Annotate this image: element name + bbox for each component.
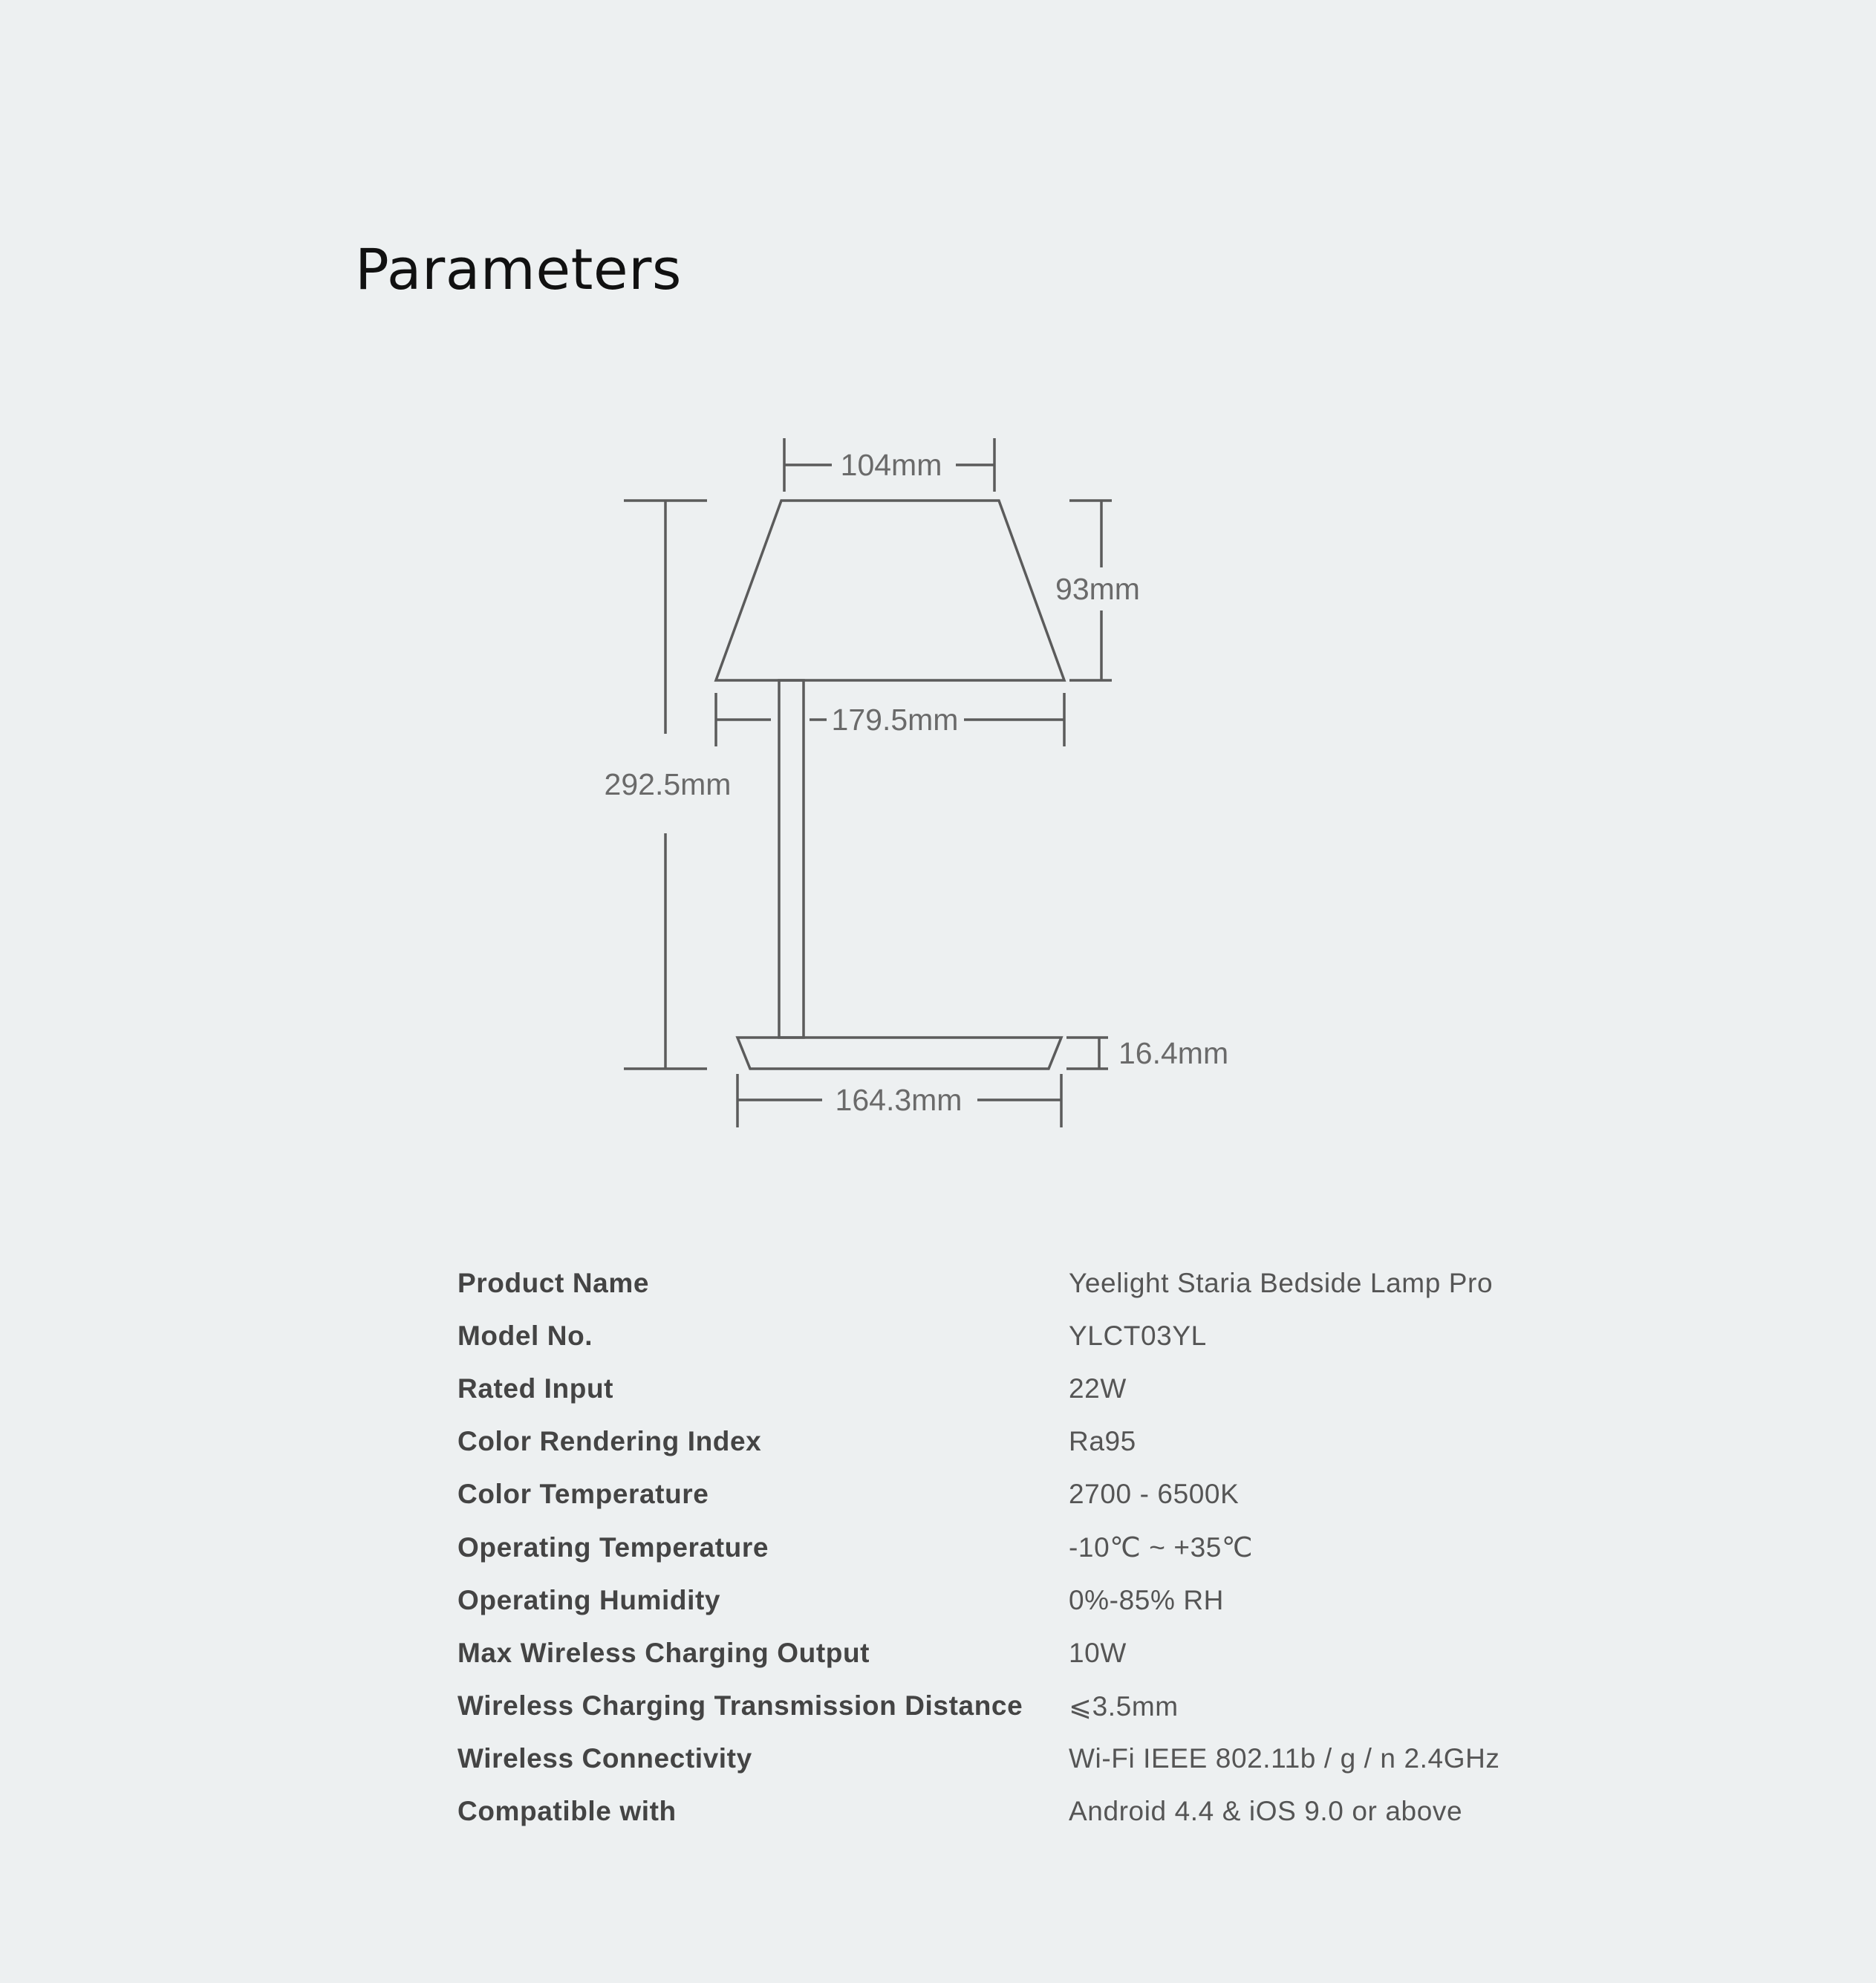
table-row [457,1733,1500,1785]
spec-value: 22W [1069,1373,1127,1404]
lamp-base-outline [737,1038,1061,1069]
spec-value: Android 4.4 & iOS 9.0 or above [1069,1796,1463,1827]
spec-label: Wireless Charging Transmission Distance [457,1690,1023,1722]
spec-label: Compatible with [457,1796,677,1827]
table-row [457,1468,1500,1521]
table-row [457,1785,1500,1838]
spec-value: YLCT03YL [1069,1320,1207,1351]
dimension-top-width [784,438,994,492]
table-row [457,1309,1500,1362]
spec-label: Operating Temperature [457,1531,769,1563]
spec-value: 10W [1069,1637,1127,1668]
spec-label: Max Wireless Charging Output [457,1637,870,1668]
specifications-table [457,1257,1500,1838]
dimension-base-height [1066,1036,1228,1070]
dimension-shade-height [1055,501,1140,680]
dimension-shade-bottom-width [716,693,1064,746]
spec-label: Rated Input [457,1373,614,1404]
spec-value: Yeelight Staria Bedside Lamp Pro [1069,1267,1494,1298]
lamp-stem-outline [779,680,804,1038]
table-row [457,1416,1500,1468]
table-row [457,1257,1500,1309]
spec-value: 2700 - 6500K [1069,1479,1240,1510]
dimension-shade-bottom-width-label: 179.5mm [831,703,959,737]
spec-label: Color Rendering Index [457,1426,762,1457]
spec-label: Operating Humidity [457,1584,721,1615]
table-row [457,1574,1500,1627]
spec-value: -10℃ ~ +35℃ [1069,1532,1254,1563]
dimension-total-height [605,501,732,1069]
table-row [457,1521,1500,1574]
spec-label: Wireless Connectivity [457,1743,752,1774]
dimension-base-width-label: 164.3mm [835,1083,963,1117]
spec-value: ⩽3.5mm [1069,1690,1179,1722]
table-row [457,1680,1500,1733]
spec-label: Color Temperature [457,1479,709,1510]
spec-value: Ra95 [1069,1426,1136,1457]
dimension-shade-height-label: 93mm [1055,572,1140,606]
dimension-top-width-label: 104mm [840,448,942,482]
spec-label: Product Name [457,1267,650,1298]
table-row [457,1362,1500,1415]
page-title: Parameters [355,236,682,302]
spec-value: 0%-85% RH [1069,1584,1224,1615]
dimension-total-height-label: 292.5mm [604,767,732,801]
dimension-base-height-label: 16.4mm [1118,1036,1229,1070]
table-row [457,1627,1500,1679]
lamp-shade-outline [716,501,1064,680]
spec-label: Model No. [457,1320,593,1351]
dimension-base-width [737,1074,1061,1127]
spec-value: Wi-Fi IEEE 802.11b / g / n 2.4GHz [1069,1743,1500,1774]
